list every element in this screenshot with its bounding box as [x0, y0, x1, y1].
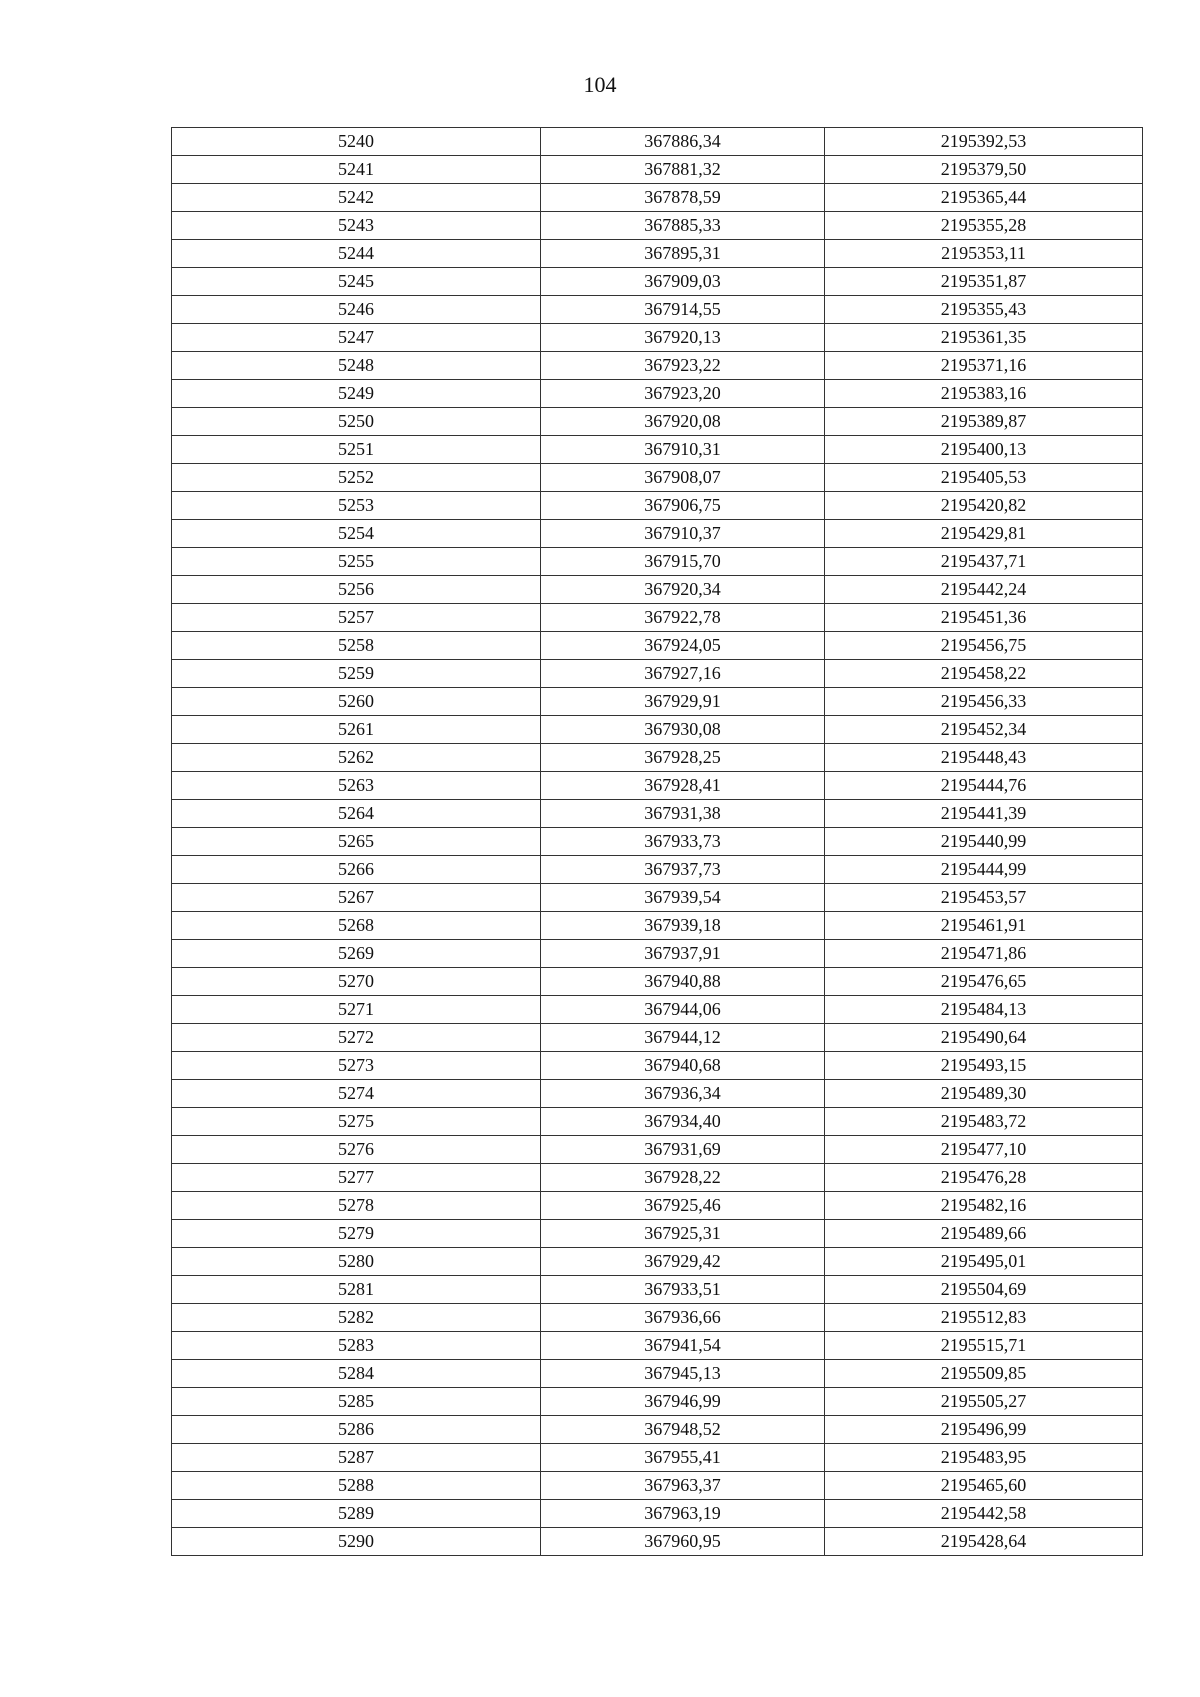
page-number: 104: [583, 72, 617, 97]
x-coordinate-cell: 367925,31: [541, 1220, 825, 1248]
table-row: [172, 632, 1143, 660]
point-number-cell: 5261: [172, 716, 541, 744]
point-number-cell: 5264: [172, 800, 541, 828]
y-coordinate-cell: 2195371,16: [825, 352, 1143, 380]
x-coordinate-cell: 367908,07: [541, 464, 825, 492]
table-row: [172, 744, 1143, 772]
table-row: [172, 436, 1143, 464]
x-coordinate-cell: 367963,19: [541, 1500, 825, 1528]
point-number-cell: 5248: [172, 352, 541, 380]
x-coordinate-cell: 367963,37: [541, 1472, 825, 1500]
table-row: [172, 1332, 1143, 1360]
point-number-cell: 5269: [172, 940, 541, 968]
x-coordinate-cell: 367937,91: [541, 940, 825, 968]
y-coordinate-cell: 2195400,13: [825, 436, 1143, 464]
table-row: [172, 772, 1143, 800]
table-row: [172, 464, 1143, 492]
y-coordinate-cell: 2195355,43: [825, 296, 1143, 324]
y-coordinate-cell: 2195509,85: [825, 1360, 1143, 1388]
point-number-cell: 5284: [172, 1360, 541, 1388]
x-coordinate-cell: 367920,13: [541, 324, 825, 352]
table-row: [172, 688, 1143, 716]
y-coordinate-cell: 2195452,34: [825, 716, 1143, 744]
x-coordinate-cell: 367928,41: [541, 772, 825, 800]
table-row: [172, 1052, 1143, 1080]
y-coordinate-cell: 2195441,39: [825, 800, 1143, 828]
y-coordinate-cell: 2195512,83: [825, 1304, 1143, 1332]
y-coordinate-cell: 2195351,87: [825, 268, 1143, 296]
y-coordinate-cell: 2195471,86: [825, 940, 1143, 968]
point-number-cell: 5254: [172, 520, 541, 548]
x-coordinate-cell: 367939,18: [541, 912, 825, 940]
x-coordinate-cell: 367929,42: [541, 1248, 825, 1276]
table-row: [172, 520, 1143, 548]
point-number-cell: 5288: [172, 1472, 541, 1500]
point-number-cell: 5241: [172, 156, 541, 184]
table-row: [172, 1164, 1143, 1192]
y-coordinate-cell: 2195405,53: [825, 464, 1143, 492]
x-coordinate-cell: 367881,32: [541, 156, 825, 184]
x-coordinate-cell: 367937,73: [541, 856, 825, 884]
table-row: [172, 660, 1143, 688]
x-coordinate-cell: 367878,59: [541, 184, 825, 212]
table-row: [172, 716, 1143, 744]
table-row: [172, 576, 1143, 604]
table-row: [172, 380, 1143, 408]
y-coordinate-cell: 2195355,28: [825, 212, 1143, 240]
y-coordinate-cell: 2195428,64: [825, 1528, 1143, 1556]
x-coordinate-cell: 367955,41: [541, 1444, 825, 1472]
x-coordinate-cell: 367885,33: [541, 212, 825, 240]
y-coordinate-cell: 2195379,50: [825, 156, 1143, 184]
point-number-cell: 5263: [172, 772, 541, 800]
x-coordinate-cell: 367948,52: [541, 1416, 825, 1444]
x-coordinate-cell: 367922,78: [541, 604, 825, 632]
point-number-cell: 5259: [172, 660, 541, 688]
y-coordinate-cell: 2195490,64: [825, 1024, 1143, 1052]
y-coordinate-cell: 2195448,43: [825, 744, 1143, 772]
x-coordinate-cell: 367906,75: [541, 492, 825, 520]
table-row: [172, 1360, 1143, 1388]
x-coordinate-cell: 367929,91: [541, 688, 825, 716]
y-coordinate-cell: 2195489,30: [825, 1080, 1143, 1108]
x-coordinate-cell: 367927,16: [541, 660, 825, 688]
y-coordinate-cell: 2195353,11: [825, 240, 1143, 268]
y-coordinate-cell: 2195493,15: [825, 1052, 1143, 1080]
table-row: [172, 1304, 1143, 1332]
y-coordinate-cell: 2195456,75: [825, 632, 1143, 660]
table-row: [172, 884, 1143, 912]
x-coordinate-cell: 367931,69: [541, 1136, 825, 1164]
point-number-cell: 5245: [172, 268, 541, 296]
y-coordinate-cell: 2195461,91: [825, 912, 1143, 940]
table-row: [172, 408, 1143, 436]
point-number-cell: 5286: [172, 1416, 541, 1444]
point-number-cell: 5274: [172, 1080, 541, 1108]
point-number-cell: 5240: [172, 128, 541, 156]
table-row: [172, 1528, 1143, 1556]
y-coordinate-cell: 2195383,16: [825, 380, 1143, 408]
x-coordinate-cell: 367895,31: [541, 240, 825, 268]
y-coordinate-cell: 2195456,33: [825, 688, 1143, 716]
table-row: [172, 1472, 1143, 1500]
table-row: [172, 912, 1143, 940]
table-row: [172, 940, 1143, 968]
table-row: [172, 212, 1143, 240]
point-number-cell: 5280: [172, 1248, 541, 1276]
point-number-cell: 5265: [172, 828, 541, 856]
y-coordinate-cell: 2195476,28: [825, 1164, 1143, 1192]
x-coordinate-cell: 367934,40: [541, 1108, 825, 1136]
y-coordinate-cell: 2195505,27: [825, 1388, 1143, 1416]
x-coordinate-cell: 367930,08: [541, 716, 825, 744]
table-row: [172, 1248, 1143, 1276]
point-number-cell: 5260: [172, 688, 541, 716]
y-coordinate-cell: 2195392,53: [825, 128, 1143, 156]
point-number-cell: 5256: [172, 576, 541, 604]
point-number-cell: 5272: [172, 1024, 541, 1052]
y-coordinate-cell: 2195442,58: [825, 1500, 1143, 1528]
y-coordinate-cell: 2195495,01: [825, 1248, 1143, 1276]
table-row: [172, 324, 1143, 352]
x-coordinate-cell: 367944,06: [541, 996, 825, 1024]
x-coordinate-cell: 367910,31: [541, 436, 825, 464]
table-row: [172, 296, 1143, 324]
x-coordinate-cell: 367940,68: [541, 1052, 825, 1080]
y-coordinate-cell: 2195442,24: [825, 576, 1143, 604]
x-coordinate-cell: 367941,54: [541, 1332, 825, 1360]
x-coordinate-cell: 367931,38: [541, 800, 825, 828]
point-number-cell: 5258: [172, 632, 541, 660]
y-coordinate-cell: 2195361,35: [825, 324, 1143, 352]
x-coordinate-cell: 367946,99: [541, 1388, 825, 1416]
table-row: [172, 1276, 1143, 1304]
y-coordinate-cell: 2195444,76: [825, 772, 1143, 800]
table-row: [172, 1500, 1143, 1528]
y-coordinate-cell: 2195440,99: [825, 828, 1143, 856]
point-number-cell: 5246: [172, 296, 541, 324]
point-number-cell: 5242: [172, 184, 541, 212]
x-coordinate-cell: 367933,73: [541, 828, 825, 856]
x-coordinate-cell: 367910,37: [541, 520, 825, 548]
x-coordinate-cell: 367923,20: [541, 380, 825, 408]
x-coordinate-cell: 367936,34: [541, 1080, 825, 1108]
y-coordinate-cell: 2195484,13: [825, 996, 1143, 1024]
point-number-cell: 5277: [172, 1164, 541, 1192]
table-row: [172, 1444, 1143, 1472]
point-number-cell: 5276: [172, 1136, 541, 1164]
x-coordinate-cell: 367928,25: [541, 744, 825, 772]
point-number-cell: 5281: [172, 1276, 541, 1304]
point-number-cell: 5247: [172, 324, 541, 352]
table-row: [172, 352, 1143, 380]
table-row: [172, 800, 1143, 828]
point-number-cell: 5287: [172, 1444, 541, 1472]
table-row: [172, 240, 1143, 268]
y-coordinate-cell: 2195429,81: [825, 520, 1143, 548]
y-coordinate-cell: 2195444,99: [825, 856, 1143, 884]
coordinates-table: [171, 127, 1143, 1556]
point-number-cell: 5273: [172, 1052, 541, 1080]
x-coordinate-cell: 367886,34: [541, 128, 825, 156]
y-coordinate-cell: 2195504,69: [825, 1276, 1143, 1304]
x-coordinate-cell: 367909,03: [541, 268, 825, 296]
y-coordinate-cell: 2195453,57: [825, 884, 1143, 912]
table-row: [172, 604, 1143, 632]
y-coordinate-cell: 2195465,60: [825, 1472, 1143, 1500]
point-number-cell: 5244: [172, 240, 541, 268]
y-coordinate-cell: 2195389,87: [825, 408, 1143, 436]
table-row: [172, 1136, 1143, 1164]
point-number-cell: 5250: [172, 408, 541, 436]
y-coordinate-cell: 2195483,72: [825, 1108, 1143, 1136]
point-number-cell: 5266: [172, 856, 541, 884]
x-coordinate-cell: 367940,88: [541, 968, 825, 996]
table-row: [172, 1192, 1143, 1220]
point-number-cell: 5257: [172, 604, 541, 632]
table-row: [172, 548, 1143, 576]
point-number-cell: 5249: [172, 380, 541, 408]
table-row: [172, 492, 1143, 520]
table-row: [172, 268, 1143, 296]
point-number-cell: 5255: [172, 548, 541, 576]
table-row: [172, 1108, 1143, 1136]
x-coordinate-cell: 367945,13: [541, 1360, 825, 1388]
table-row: [172, 828, 1143, 856]
point-number-cell: 5268: [172, 912, 541, 940]
table-row: [172, 1080, 1143, 1108]
point-number-cell: 5271: [172, 996, 541, 1024]
x-coordinate-cell: 367944,12: [541, 1024, 825, 1052]
table-row: [172, 128, 1143, 156]
point-number-cell: 5285: [172, 1388, 541, 1416]
y-coordinate-cell: 2195437,71: [825, 548, 1143, 576]
x-coordinate-cell: 367920,08: [541, 408, 825, 436]
y-coordinate-cell: 2195477,10: [825, 1136, 1143, 1164]
y-coordinate-cell: 2195489,66: [825, 1220, 1143, 1248]
point-number-cell: 5262: [172, 744, 541, 772]
point-number-cell: 5282: [172, 1304, 541, 1332]
y-coordinate-cell: 2195451,36: [825, 604, 1143, 632]
x-coordinate-cell: 367925,46: [541, 1192, 825, 1220]
point-number-cell: 5283: [172, 1332, 541, 1360]
x-coordinate-cell: 367924,05: [541, 632, 825, 660]
point-number-cell: 5289: [172, 1500, 541, 1528]
y-coordinate-cell: 2195515,71: [825, 1332, 1143, 1360]
point-number-cell: 5275: [172, 1108, 541, 1136]
x-coordinate-cell: 367920,34: [541, 576, 825, 604]
x-coordinate-cell: 367923,22: [541, 352, 825, 380]
point-number-cell: 5267: [172, 884, 541, 912]
table-row: [172, 1024, 1143, 1052]
x-coordinate-cell: 367960,95: [541, 1528, 825, 1556]
point-number-cell: 5279: [172, 1220, 541, 1248]
point-number-cell: 5252: [172, 464, 541, 492]
table-body: [172, 128, 1143, 1556]
table-row: [172, 1388, 1143, 1416]
point-number-cell: 5243: [172, 212, 541, 240]
table-row: [172, 184, 1143, 212]
y-coordinate-cell: 2195365,44: [825, 184, 1143, 212]
x-coordinate-cell: 367915,70: [541, 548, 825, 576]
x-coordinate-cell: 367936,66: [541, 1304, 825, 1332]
y-coordinate-cell: 2195476,65: [825, 968, 1143, 996]
y-coordinate-cell: 2195458,22: [825, 660, 1143, 688]
point-number-cell: 5290: [172, 1528, 541, 1556]
table-row: [172, 856, 1143, 884]
point-number-cell: 5251: [172, 436, 541, 464]
y-coordinate-cell: 2195496,99: [825, 1416, 1143, 1444]
table-row: [172, 968, 1143, 996]
point-number-cell: 5253: [172, 492, 541, 520]
table-row: [172, 156, 1143, 184]
table-row: [172, 996, 1143, 1024]
y-coordinate-cell: 2195420,82: [825, 492, 1143, 520]
point-number-cell: 5278: [172, 1192, 541, 1220]
x-coordinate-cell: 367933,51: [541, 1276, 825, 1304]
y-coordinate-cell: 2195483,95: [825, 1444, 1143, 1472]
table-row: [172, 1220, 1143, 1248]
point-number-cell: 5270: [172, 968, 541, 996]
x-coordinate-cell: 367939,54: [541, 884, 825, 912]
x-coordinate-cell: 367928,22: [541, 1164, 825, 1192]
x-coordinate-cell: 367914,55: [541, 296, 825, 324]
table-row: [172, 1416, 1143, 1444]
y-coordinate-cell: 2195482,16: [825, 1192, 1143, 1220]
